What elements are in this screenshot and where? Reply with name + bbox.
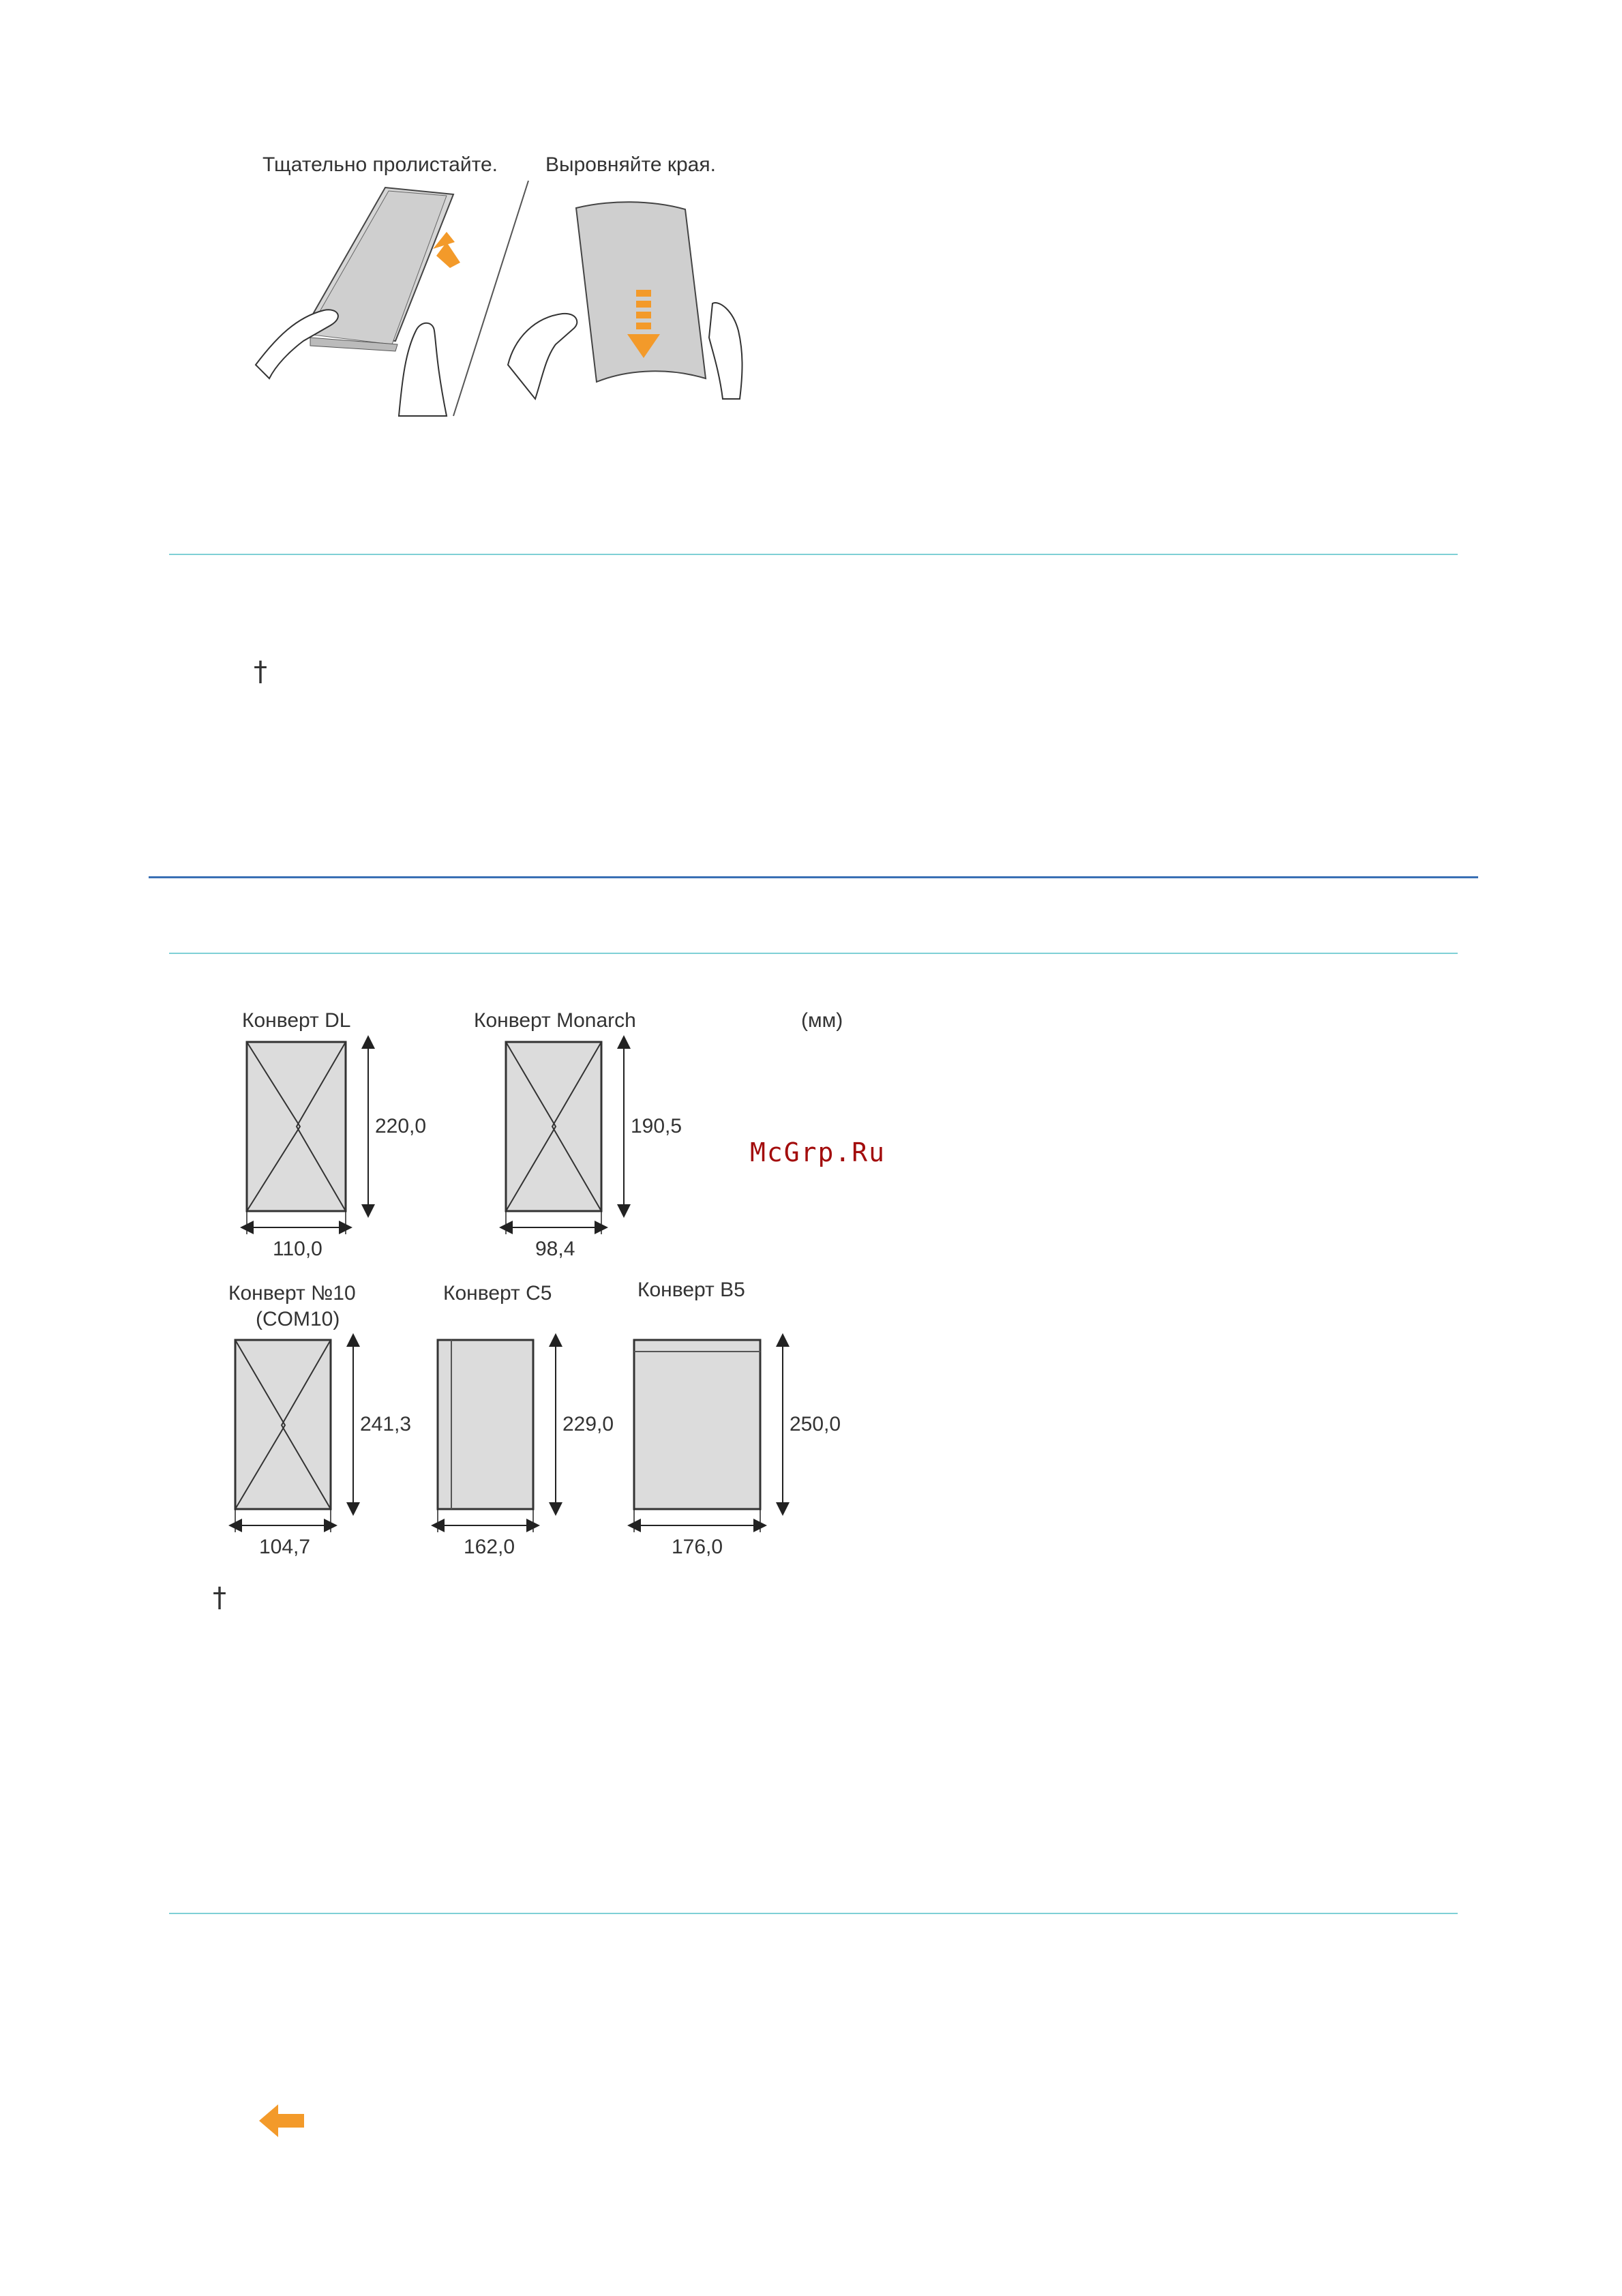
envelope-b5 [634,1340,783,1532]
envelope-dl-width: 110,0 [273,1238,322,1260]
back-arrow-icon [258,2102,307,2140]
envelope-b5-label: Конверт B5 [637,1279,745,1301]
envelope-monarch [506,1042,624,1234]
watermark: McGrp.Ru [750,1137,886,1167]
caption-fan-paper: Тщательно пролистайте. [262,153,498,176]
envelope-no10 [235,1340,353,1532]
back-button[interactable] [258,2102,307,2140]
envelope-no10-label: Конверт №10 [228,1282,356,1304]
divider-1 [169,554,1458,555]
envelope-c5 [438,1340,556,1532]
section-divider [149,876,1478,878]
envelope-c5-width: 162,0 [464,1536,515,1558]
envelope-monarch-width: 98,4 [535,1238,575,1260]
divider-3 [169,1913,1458,1914]
envelope-monarch-label: Конверт Monarch [474,1009,636,1032]
envelope-c5-height: 229,0 [562,1413,614,1435]
envelope-b5-width: 176,0 [672,1536,723,1558]
envelope-no10-height: 241,3 [360,1413,412,1435]
units-label: (мм) [801,1009,843,1032]
divider-2 [169,953,1458,954]
envelope-dl-height: 220,0 [375,1115,427,1137]
envelope-dl [247,1042,368,1234]
envelope-dl-label: Конверт DL [242,1009,351,1032]
caption-align-edges: Выровняйте края. [545,153,716,176]
envelope-c5-label: Конверт C5 [443,1282,552,1304]
footnote-dagger-2: † [213,1582,226,1613]
envelope-no10-width: 104,7 [259,1536,311,1558]
envelope-monarch-height: 190,5 [631,1115,682,1137]
envelope-sizes-diagram [211,996,927,1568]
envelope-no10-label-line2: (COM10) [256,1308,340,1330]
footnote-dagger-1: † [254,656,267,687]
envelope-b5-height: 250,0 [790,1413,841,1435]
paper-drawing [242,147,774,419]
paper-handling-illustration [242,147,774,419]
